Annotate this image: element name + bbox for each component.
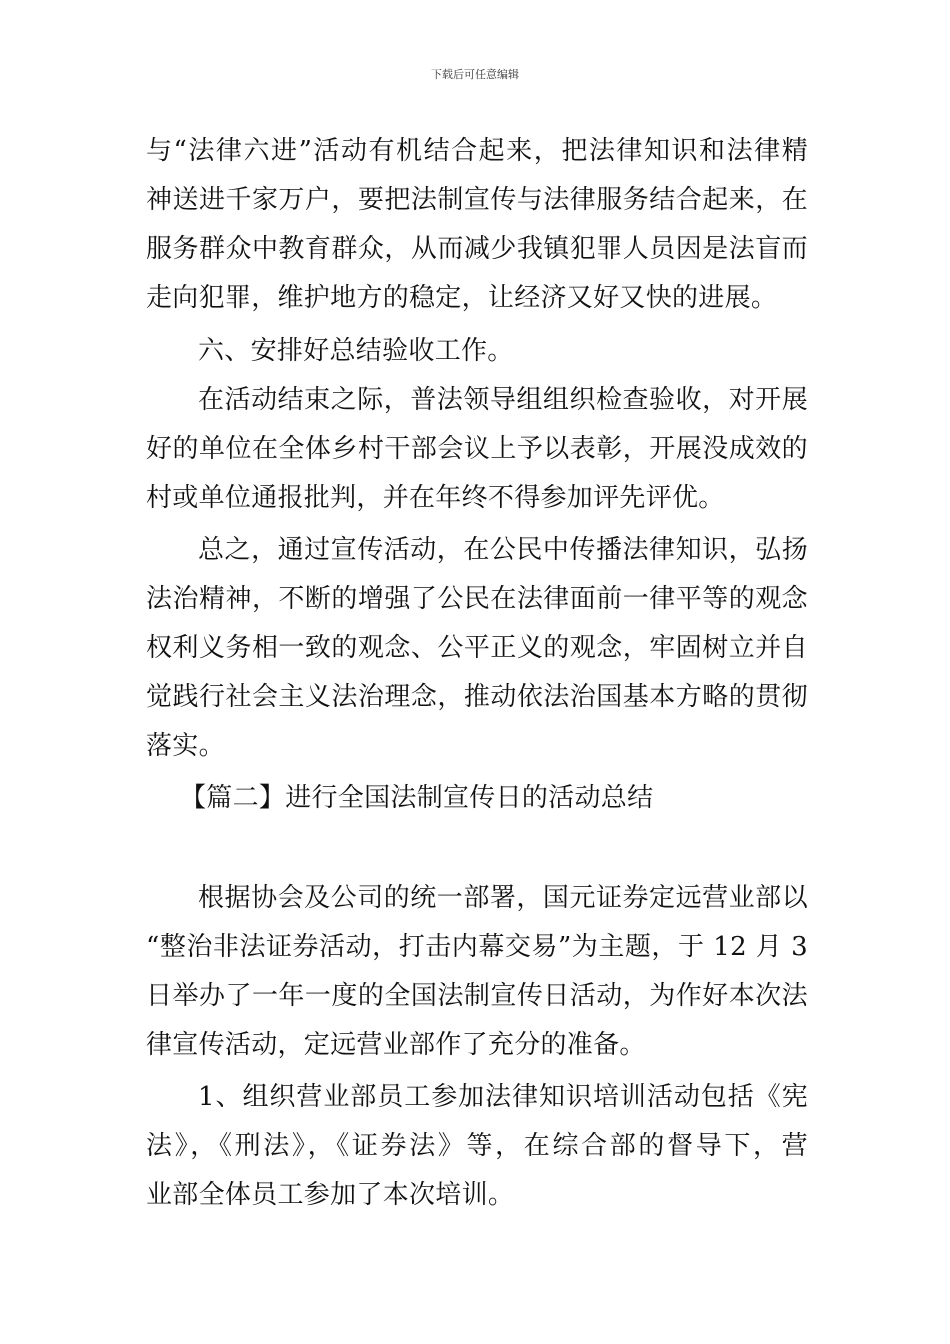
text-line-1: 与“法律六进”活动有机结合起来，把法律知识和法律精 — [146, 136, 808, 166]
text-line-7: 好的单位在全体乡村干部会议上予以表彰，开展没成效的 — [146, 434, 808, 464]
text-line-16: “整治非法证券活动，打击内幕交易”为主题，于 12 月 3 — [146, 932, 808, 962]
text-line-2: 神送进千家万户，要把法制宣传与法律服务结合起来，在 — [146, 185, 808, 215]
text-line-18: 律宣传活动，定远营业部作了充分的准备。 — [146, 1030, 646, 1060]
text-line-15: 根据协会及公司的统一部署，国元证券定远营业部以 — [198, 883, 808, 913]
text-line-21: 业部全体员工参加了本次培训。 — [146, 1180, 515, 1210]
text-line-9: 总之，通过宣传活动，在公民中传播法律知识，弘扬 — [198, 535, 808, 565]
section-heading-six: 六、安排好总结验收工作。 — [198, 336, 514, 366]
text-line-20: 法》，《刑法》，《证券法》等，在综合部的督导下，营 — [146, 1131, 808, 1161]
text-line-13: 落实。 — [146, 731, 225, 761]
text-line-11: 权利义务相一致的观念、公平正义的观念，牢固树立并自 — [146, 633, 808, 663]
section-title-part-two: 【篇二】进行全国法制宣传日的活动总结 — [180, 783, 654, 813]
text-line-19: 1、组织营业部员工参加法律知识培训活动包括《宪 — [198, 1082, 808, 1112]
text-line-10: 法治精神，不断的增强了公民在法律面前一律平等的观念 — [146, 584, 808, 614]
text-line-8: 村或单位通报批判，并在年终不得参加评先评优。 — [146, 483, 725, 513]
text-line-17: 日举办了一年一度的全国法制宣传日活动，为作好本次法 — [146, 981, 808, 1011]
text-line-12: 觉践行社会主义法治理念，推动依法治国基本方略的贯彻 — [146, 682, 808, 712]
text-line-6: 在活动结束之际，普法领导组组织检查验收，对开展 — [198, 385, 808, 415]
text-line-3: 服务群众中教育群众，从而减少我镇犯罪人员因是法盲而 — [146, 234, 808, 264]
page-header: 下载后可任意编辑 — [431, 68, 519, 81]
text-line-4: 走向犯罪，维护地方的稳定，让经济又好又快的进展。 — [146, 283, 778, 313]
